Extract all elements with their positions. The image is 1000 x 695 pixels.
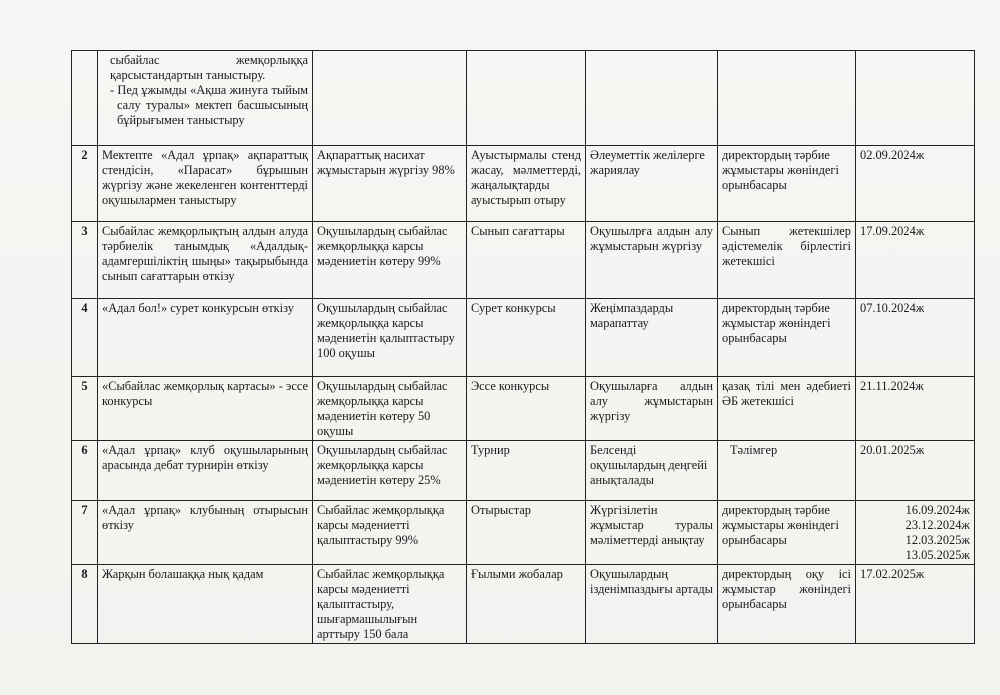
row-number: 5 bbox=[72, 377, 98, 441]
result-cell: Оқушылардың ізденімпаздығы артады bbox=[586, 565, 718, 644]
form-cell: Отырыстар bbox=[467, 501, 586, 565]
form-cell bbox=[467, 51, 586, 146]
event-cell: «Адал бол!» сурет конкурсын өткізу bbox=[98, 299, 313, 377]
responsible-cell bbox=[718, 51, 856, 146]
event-cell: «Сыбайлас жемқорлық картасы» - эссе конкурсы bbox=[98, 377, 313, 441]
row-number: 6 bbox=[72, 441, 98, 501]
date-cell: 17.02.2025ж bbox=[856, 565, 975, 644]
indicator-cell: Ақпараттық насихат жұмыстарын жүргізу 98% bbox=[313, 146, 467, 222]
responsible-cell: директордың тәрбие жұмыстары жөніндегі орынбасары bbox=[718, 146, 856, 222]
date-cell: 02.09.2024ж bbox=[856, 146, 975, 222]
date-cell: 17.09.2024ж bbox=[856, 222, 975, 299]
form-cell: Турнир bbox=[467, 441, 586, 501]
table-row bbox=[72, 565, 975, 644]
row-number: 7 bbox=[72, 501, 98, 565]
responsible-cell: Сынып жетекшілер әдістемелік бірлестігі жетекшісі bbox=[718, 222, 856, 299]
result-cell: Жеңімпаздарды марапаттау bbox=[586, 299, 718, 377]
form-cell: Эссе конкурсы bbox=[467, 377, 586, 441]
event-cell: Мектепте «Адал ұрпақ» ақпараттық стендісін, «Парасат» бұрышын жүргізу және жекеленген контенттерді оқушылармен таныстыру bbox=[98, 146, 313, 222]
event-cell: Сыбайлас жемқорлықтың алдын алуда тәрбиелік танымдық «Адалдық-адамгершіліктің шыңы» тақырыбында сынып сағаттарын өткізу bbox=[98, 222, 313, 299]
event-cell: «Адал ұрпақ» клубының отырысын өткізу bbox=[98, 501, 313, 565]
date-cell bbox=[856, 501, 975, 565]
table-row bbox=[72, 299, 975, 377]
event-cell: Жарқын болашаққа нық қадам bbox=[98, 565, 313, 644]
list-item: сыбайлас жемқорлыққа қарсыстандартын таныстыру. bbox=[110, 53, 308, 82]
indicator-cell bbox=[313, 51, 467, 146]
date-item: 13.05.2025ж bbox=[905, 548, 970, 562]
responsible-cell: директордың тәрбие жұмыстар жөніндегі орынбасары bbox=[718, 299, 856, 377]
result-cell: Оқушыларға алдын алу жұмыстарын жүргізу bbox=[586, 377, 718, 441]
row-number bbox=[72, 51, 98, 146]
date-item: 23.12.2024ж bbox=[905, 518, 970, 532]
date-item: 16.09.2024ж bbox=[905, 503, 970, 517]
responsible-cell: директордың оқу ісі жұмыстар жөніндегі орынбасары bbox=[718, 565, 856, 644]
date-cell: 07.10.2024ж bbox=[856, 299, 975, 377]
date-cell: 21.11.2024ж bbox=[856, 377, 975, 441]
table-row bbox=[72, 441, 975, 501]
event-cell bbox=[98, 51, 313, 146]
date-item: 12.03.2025ж bbox=[905, 533, 970, 547]
indicator-cell: Оқушылардың сыбайлас жемқорлыққа карсы мәдениетін көтеру 50 оқушы bbox=[313, 377, 467, 441]
result-cell bbox=[586, 51, 718, 146]
indicator-cell: Сыбайлас жемқорлыққа карсы мәдениетті қалыптастыру, шығармашылығын арттыру 150 бала bbox=[313, 565, 467, 644]
anti-corruption-plan-table bbox=[71, 50, 975, 644]
date-cell: 20.01.2025ж bbox=[856, 441, 975, 501]
form-cell: Сурет конкурсы bbox=[467, 299, 586, 377]
table-row bbox=[72, 222, 975, 299]
result-cell: Әлеуметтік желілерге жариялау bbox=[586, 146, 718, 222]
list-item: - Пед ұжымды «Ақша жинуға тыйым салу туралы» мектеп басшысының бұйрығымен таныстыру bbox=[110, 83, 308, 127]
indicator-cell: Сыбайлас жемқорлыққа карсы мәдениетті қалыптастыру 99% bbox=[313, 501, 467, 565]
responsible-cell: Тәлімгер bbox=[718, 441, 856, 501]
result-cell: Жүргізілетін жұмыстар туралы мәліметтерді анықтау bbox=[586, 501, 718, 565]
form-cell: Сынып сағаттары bbox=[467, 222, 586, 299]
responsible-cell: директордың тәрбие жұмыстары жөніндегі орынбасары bbox=[718, 501, 856, 565]
row-number: 8 bbox=[72, 565, 98, 644]
row-number: 4 bbox=[72, 299, 98, 377]
result-cell: Оқушылрға алдын алу жұмыстарын жүргізу bbox=[586, 222, 718, 299]
result-cell: Белсенді оқушылардың деңгейі анықталады bbox=[586, 441, 718, 501]
table-row bbox=[72, 146, 975, 222]
form-cell: Ауыстырмалы стенд жасау, мәлметтерді, жаңалықтарды ауыстырып отыру bbox=[467, 146, 586, 222]
event-list bbox=[102, 53, 308, 128]
indicator-cell: Оқушылардың сыбайлас жемқорлыққа карсы мәдениетін көтеру 99% bbox=[313, 222, 467, 299]
event-cell: «Адал ұрпақ» клуб оқушыларының арасында дебат турнирін өткізу bbox=[98, 441, 313, 501]
date-cell bbox=[856, 51, 975, 146]
indicator-cell: Оқушылардың сыбайлас жемқорлыққа карсы мәдениетін көтеру 25% bbox=[313, 441, 467, 501]
table-row bbox=[72, 377, 975, 441]
responsible-cell: қазақ тілі мен әдебиеті ӘБ жетекшісі bbox=[718, 377, 856, 441]
row-number: 2 bbox=[72, 146, 98, 222]
form-cell: Ғылыми жобалар bbox=[467, 565, 586, 644]
table-row bbox=[72, 501, 975, 565]
indicator-cell: Оқушылардың сыбайлас жемқорлыққа карсы мәдениетін қалыптастыру 100 оқушы bbox=[313, 299, 467, 377]
table-row bbox=[72, 51, 975, 146]
row-number: 3 bbox=[72, 222, 98, 299]
